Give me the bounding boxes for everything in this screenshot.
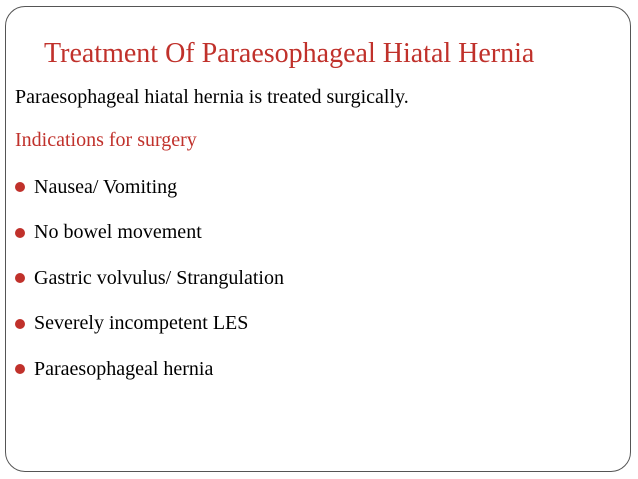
bullet-icon	[15, 273, 25, 283]
bullet-icon	[15, 182, 25, 192]
bullet-icon	[15, 228, 25, 238]
bullet-item	[15, 175, 284, 199]
bullet-text: Nausea/ Vomiting	[34, 175, 178, 198]
bullet-item	[15, 266, 284, 290]
bullet-text: No bowel movement	[34, 221, 202, 243]
bullet-item	[15, 221, 284, 245]
bullet-text: Paraesophageal hernia	[34, 357, 214, 380]
subheading: Indications for surgery	[15, 129, 197, 151]
bullet-list	[15, 175, 284, 403]
intro-text: Paraesophageal hiatal hernia is treated surgically.	[15, 86, 409, 108]
bullet-icon	[15, 319, 25, 329]
bullet-item	[15, 357, 284, 381]
bullet-icon	[15, 364, 25, 374]
slide-title: Treatment Of Paraesophageal Hiatal Hernia	[44, 38, 535, 69]
bullet-item	[15, 312, 284, 336]
bullet-text: Severely incompetent LES	[34, 312, 249, 334]
bullet-text: Gastric volvulus/ Strangulation	[34, 266, 284, 289]
slide-frame	[5, 6, 631, 472]
